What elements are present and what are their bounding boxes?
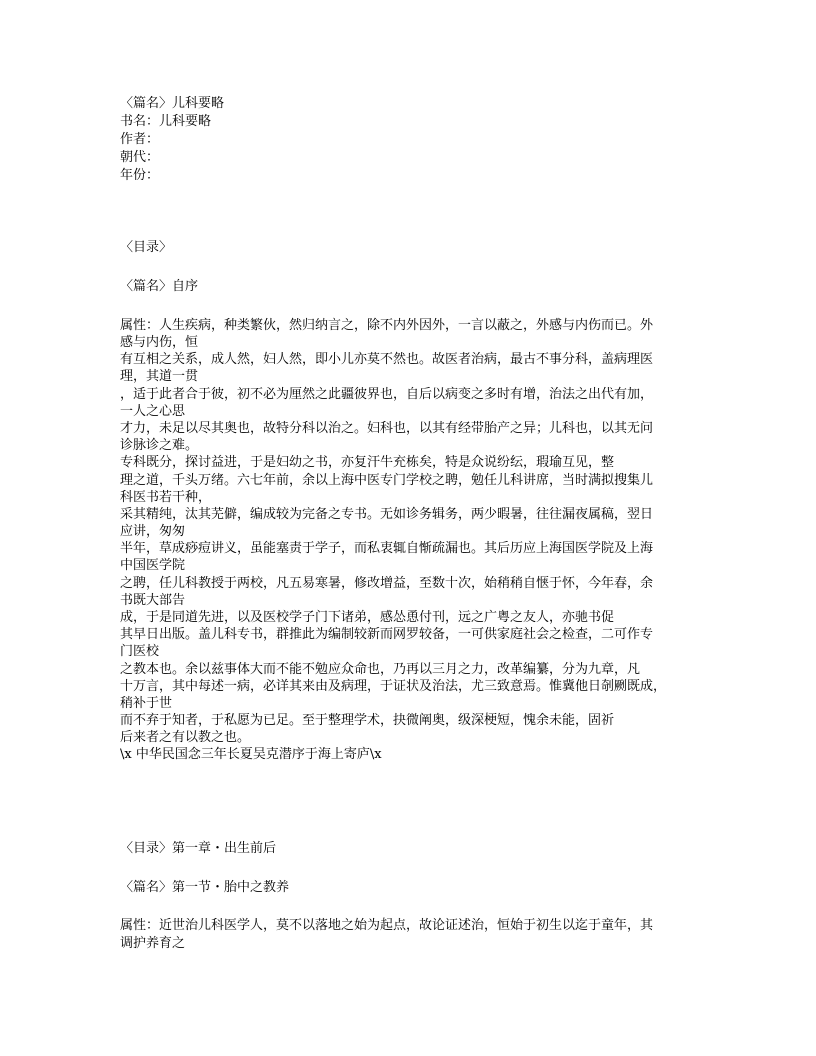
preface-line: 成，于是同道先进，以及医校学子门下诸弟，感怂恿付刊，远之广粤之友人，亦驰书促: [120, 610, 615, 625]
preface-line: 稍补于世: [120, 696, 173, 711]
preface-line: 科医书若干种，: [120, 490, 212, 505]
preface-line: 半年，草成痧痘讲义，虽能塞责于学子，而私衷辄自惭疏漏也。其后历应上海国医学院及上海: [120, 541, 654, 556]
toc-heading: 〈目录〉: [120, 240, 173, 255]
preface-line: 才力，未足以尽其奥也，故特分科以治之。妇科也，以其有经带胎产之异；儿科也，以其无问: [120, 421, 654, 436]
preface-line: 之聘，任儿科教授于两校，凡五易寒暑，修改增益，至数十次，始稍稍自惬于怀，今年春，余: [120, 576, 654, 591]
header-nian-fen: 年份：: [120, 168, 160, 183]
body-line: 属性：近世治儿科医学人，莫不以落地之始为起点，故论证述治，恒始于初生以迄于童年，其: [120, 918, 654, 933]
preface-line: 门医校: [120, 644, 160, 659]
preface-line: 之教本也。余以兹事体大而不能不勉应众命也，乃再以三月之力，改革编纂，分为九章，凡: [120, 662, 641, 677]
preface-line: 诊脉诊之难。: [120, 438, 199, 453]
preface-line: 后来者之有以教之也。: [120, 730, 251, 745]
preface-line: ，适于此者合于彼，初不必为厘然之此疆彼界也，自后以病变之多时有增，治法之出代有加，: [120, 387, 654, 402]
preface-line: 一人之心思: [120, 404, 186, 419]
preface-line: 书既大部告: [120, 593, 186, 608]
preface-line: 其早日出版。盖儿科专书，群推此为编制较新而网罗较备，一可供家庭社会之检查，二可作专: [120, 627, 654, 642]
preface-line: 理，其道一贯: [120, 369, 199, 384]
header-chao-dai: 朝代：: [120, 150, 160, 165]
preface-line: 专科既分，探讨益进，于是妇幼之书，亦复汗牛充栋矣，特是众说纷纭，瑕瑜互见，整: [120, 455, 615, 470]
toc-chapter-1: 〈目录〉第一章・出生前后: [120, 841, 277, 856]
preface-line: 应讲，匆匆: [120, 524, 186, 539]
preface-line: 理之道，千头万绪。六七年前，余以上海中医专门学校之聘，勉任儿科讲席，当时满拟搜集儿: [120, 473, 654, 488]
header-zuo-zhe: 作者：: [120, 132, 160, 147]
section-title-preface: 〈篇名〉自序: [120, 279, 199, 294]
preface-signature: \x 中华民国念三年长夏吴克潜序于海上寄庐\x: [120, 747, 382, 762]
body-line: 调护养育之: [120, 936, 186, 951]
preface-line: 中国医学院: [120, 558, 186, 573]
preface-line: 采其精纯，汰其芜僻，编成较为完备之专书。无如诊务辑务，两少暇暑，往往漏夜属稿，翌日: [120, 507, 654, 522]
section-title-chapter-1-1: 〈篇名〉第一节・胎中之教养: [120, 880, 290, 895]
header-pian-ming: 〈篇名〉儿科要略: [120, 96, 225, 111]
preface-line: 而不弃于知者，于私愿为已足。至于整理学术，抉微阐奥，级深梗短，愧余未能，固祈: [120, 713, 615, 728]
preface-line: 感与内伤，恒: [120, 335, 199, 350]
preface-line: 属性：人生疾病，种类繁伙，然归纳言之，除不内外因外，一言以蔽之，外感与内伤而已。外: [120, 318, 654, 333]
preface-line: 有互相之关系，成人然，妇人然，即小儿亦莫不然也。故医者治病，最古不事分科，盖病理医: [120, 352, 654, 367]
header-shu-ming: 书名：儿科要略: [120, 114, 212, 129]
preface-line: 十万言，其中每述一病，必详其来由及病理，于证状及治法，尤三致意焉。惟冀他日剞劂既成，: [120, 679, 667, 694]
